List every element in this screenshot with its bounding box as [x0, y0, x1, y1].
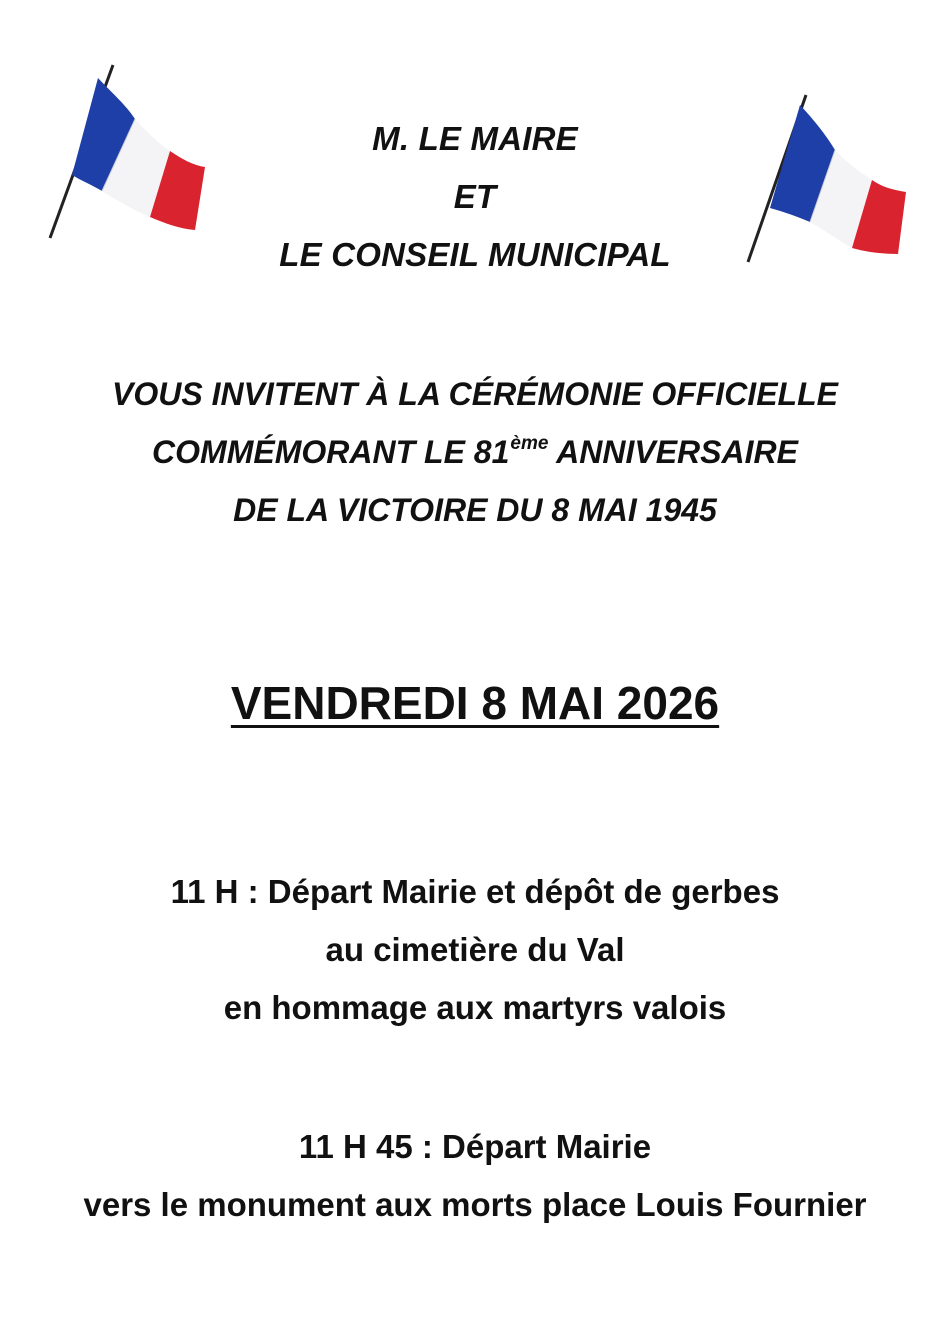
invitation-line-1: VOUS INVITENT À LA CÉRÉMONIE OFFICIELLE	[112, 376, 838, 412]
program-item-1-line-3: en hommage aux martyrs valois	[223, 989, 727, 1026]
program-item-2-line-2: vers le monument aux morts place Louis Fournier	[83, 1186, 867, 1223]
header-mayor: M. LE MAIRE	[372, 120, 578, 157]
header-and: ET	[453, 178, 497, 215]
header-council: LE CONSEIL MUNICIPAL	[279, 236, 671, 273]
program-item-1-line-1: 11 H : Départ Mairie et dépôt de gerbes	[170, 873, 780, 910]
program-item-1-line-2: au cimetière du Val	[325, 931, 625, 968]
invitation-line-3: DE LA VICTOIRE DU 8 MAI 1945	[233, 492, 717, 528]
event-date: VENDREDI 8 MAI 2026	[230, 677, 720, 729]
program-item-2-line-1: 11 H 45 : Départ Mairie	[298, 1128, 652, 1165]
invitation-line-2: COMMÉMORANT LE 81ème ANNIVERSAIRE	[152, 433, 798, 470]
